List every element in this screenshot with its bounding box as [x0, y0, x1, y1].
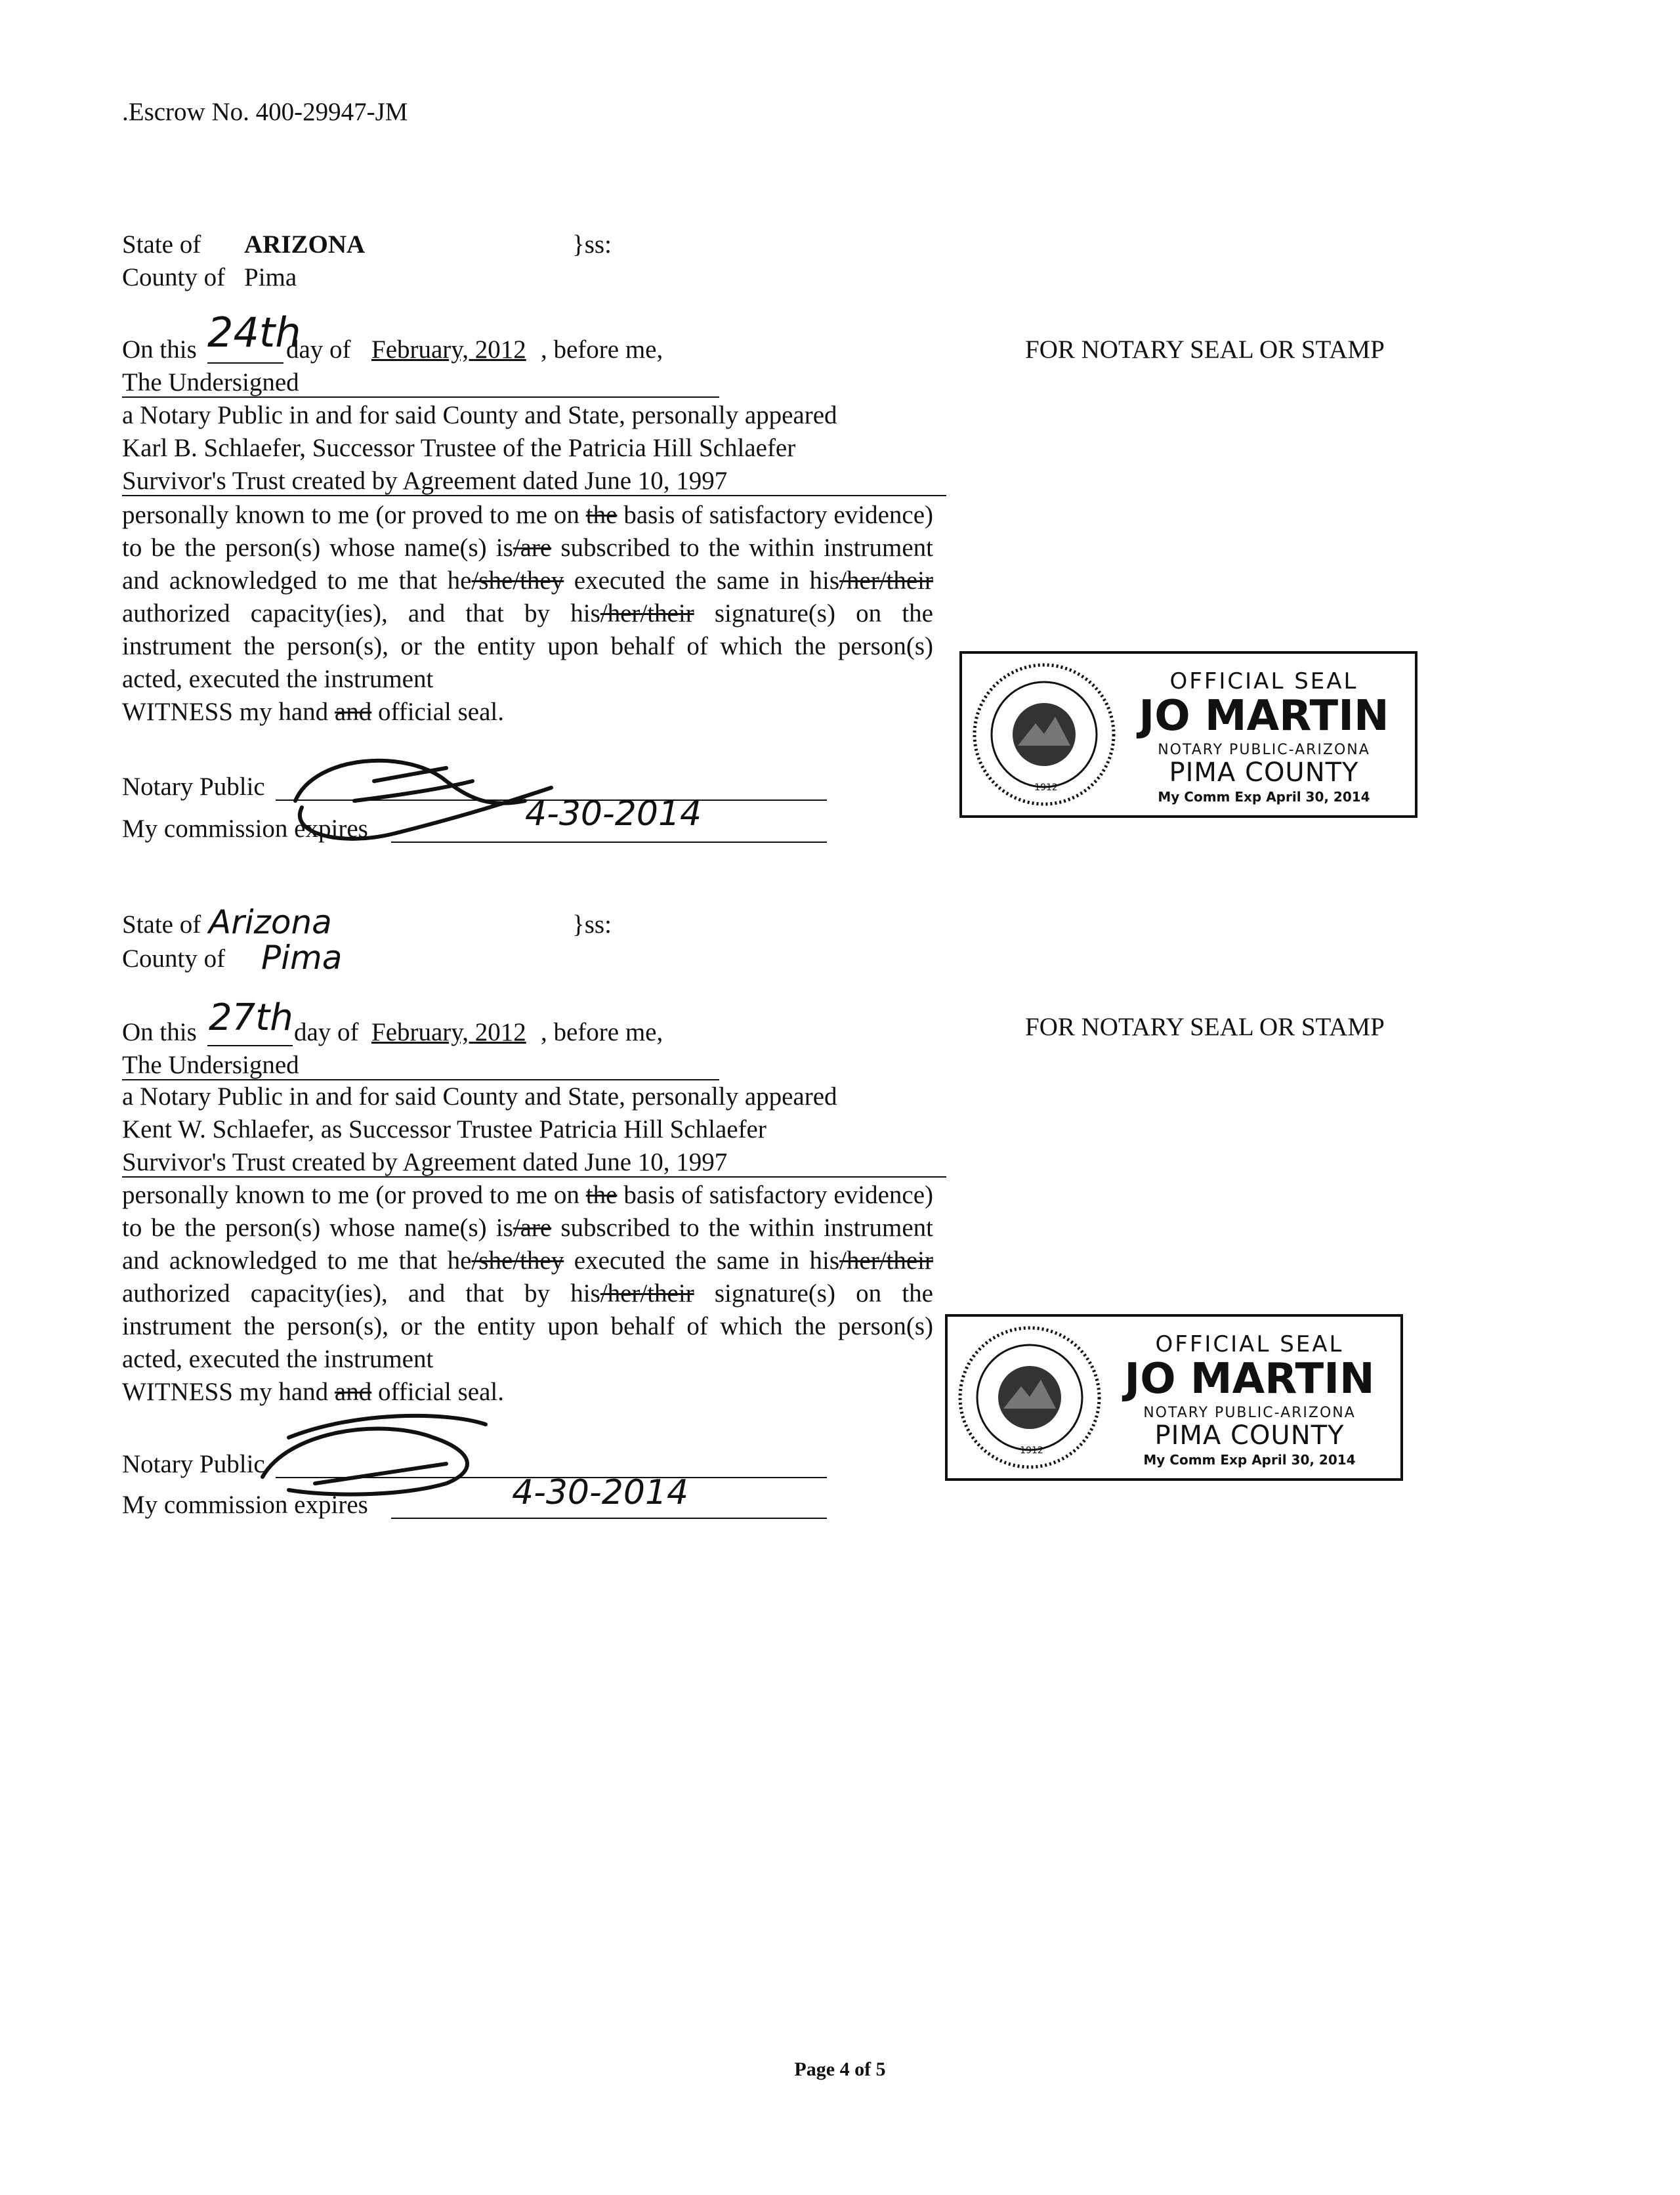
- seal-expiry: My Comm Exp April 30, 2014: [1158, 789, 1370, 805]
- on-this-label: On this: [122, 335, 197, 364]
- county-label: County of: [122, 945, 226, 973]
- notary-seal-stamp: [959, 651, 1418, 818]
- county-label: County of: [122, 263, 226, 291]
- trustee-line: Karl B. Schlaefer, Successor Trustee of the Patricia Hill Schlaefer: [122, 434, 796, 462]
- acknowledgment-paragraph: personally known to me (or proved to me on the basis of satisfactory evidence) to be the person(s) whose name(s) is/are subscribed to the within instrument and acknowledged to me that he/she/they executed the same in his/her/their authorized capacity(ies), and that by his/her/their signature(s) on the instrument the person(s), or the entity upon behalf of which the person(s) acted, executed the instrument: [122, 1181, 933, 1373]
- commission-label: My commission expires: [122, 815, 368, 843]
- county-value: Pima: [244, 263, 297, 291]
- appeared-line: a Notary Public in and for said County and State, personally appeared: [122, 1082, 837, 1111]
- seal-caption: FOR NOTARY SEAL OR STAMP: [1025, 1013, 1385, 1041]
- state-label: State of: [122, 230, 201, 259]
- seal-notary-name: JO MARTIN: [1139, 692, 1389, 740]
- seal-role: NOTARY PUBLIC-ARIZONA: [1143, 1405, 1356, 1421]
- seal-title: OFFICIAL SEAL: [1169, 668, 1358, 694]
- on-this-label: On this: [122, 1018, 197, 1046]
- appeared-line: a Notary Public in and for said County and State, personally appeared: [122, 401, 837, 429]
- before-me: , before me,: [541, 335, 663, 364]
- day-handwritten: 24th: [207, 309, 301, 356]
- day-handwritten: 27th: [209, 996, 293, 1039]
- officer-name: The Undersigned: [122, 368, 299, 396]
- expires-handwritten: 4-30-2014: [512, 1473, 689, 1512]
- escrow-number: .Escrow No. 400-29947-JM: [122, 98, 408, 126]
- state-label: State of: [122, 910, 201, 939]
- notary-signature-image: [249, 1385, 525, 1510]
- ss-mark: }ss:: [572, 230, 612, 259]
- county-value-handwritten: Pima: [261, 939, 343, 977]
- officer-name: The Undersigned: [122, 1051, 299, 1079]
- state-value: ARIZONA: [244, 230, 366, 259]
- trust-underline: [122, 495, 946, 496]
- notary-public-label: Notary Public: [122, 773, 265, 801]
- trust-underline: [122, 1176, 946, 1178]
- before-me: , before me,: [541, 1018, 663, 1046]
- ss-mark: }ss:: [572, 910, 612, 939]
- notary-public-label: Notary Public: [122, 1450, 265, 1478]
- commission-label: My commission expires: [122, 1491, 368, 1519]
- officer-line: [122, 396, 719, 398]
- seal-county: PIMA COUNTY: [1154, 1420, 1345, 1451]
- notary-seal-stamp: [945, 1314, 1403, 1481]
- seal-caption: FOR NOTARY SEAL OR STAMP: [1025, 335, 1385, 364]
- seal-notary-name: JO MARTIN: [1124, 1355, 1375, 1403]
- state-value-handwritten: Arizona: [209, 903, 332, 941]
- day-of-label: day of: [286, 335, 351, 364]
- witness-line: WITNESS my hand and official seal.: [122, 698, 504, 726]
- trust-line: Survivor's Trust created by Agreement dated June 10, 1997: [122, 1148, 728, 1176]
- seal-emblem-year: 1912: [1034, 782, 1058, 793]
- seal-county: PIMA COUNTY: [1169, 757, 1359, 788]
- month-year: February, 2012: [371, 1018, 526, 1046]
- commission-line: [391, 1518, 827, 1519]
- day-line: [207, 1045, 293, 1046]
- month-year: February, 2012: [371, 335, 526, 364]
- day-line: [207, 362, 284, 364]
- witness-line: WITNESS my hand and official seal.: [122, 1378, 504, 1406]
- day-of-label: day of: [294, 1018, 359, 1046]
- seal-title: OFFICIAL SEAL: [1155, 1331, 1344, 1357]
- notary-signature-image: [276, 702, 591, 853]
- trustee-line: Kent W. Schlaefer, as Successor Trustee Patricia Hill Schlaefer: [122, 1115, 766, 1143]
- seal-expiry: My Comm Exp April 30, 2014: [1143, 1452, 1356, 1468]
- expires-handwritten: 4-30-2014: [525, 794, 702, 834]
- acknowledgment-paragraph: personally known to me (or proved to me on the basis of satisfactory evidence) to be the person(s) whose name(s) is/are subscribed to the within instrument and acknowledged to me that he/she/they executed the same in his/her/their authorized capacity(ies), and that by his/her/their signature(s) on the instrument the person(s), or the entity upon behalf of which the person(s) acted, executed the instrument: [122, 501, 933, 693]
- seal-emblem-year: 1912: [1020, 1445, 1043, 1456]
- page-number: Page 4 of 5: [794, 2058, 886, 2080]
- trust-line: Survivor's Trust created by Agreement dated June 10, 1997: [122, 467, 728, 495]
- seal-role: NOTARY PUBLIC-ARIZONA: [1158, 742, 1370, 758]
